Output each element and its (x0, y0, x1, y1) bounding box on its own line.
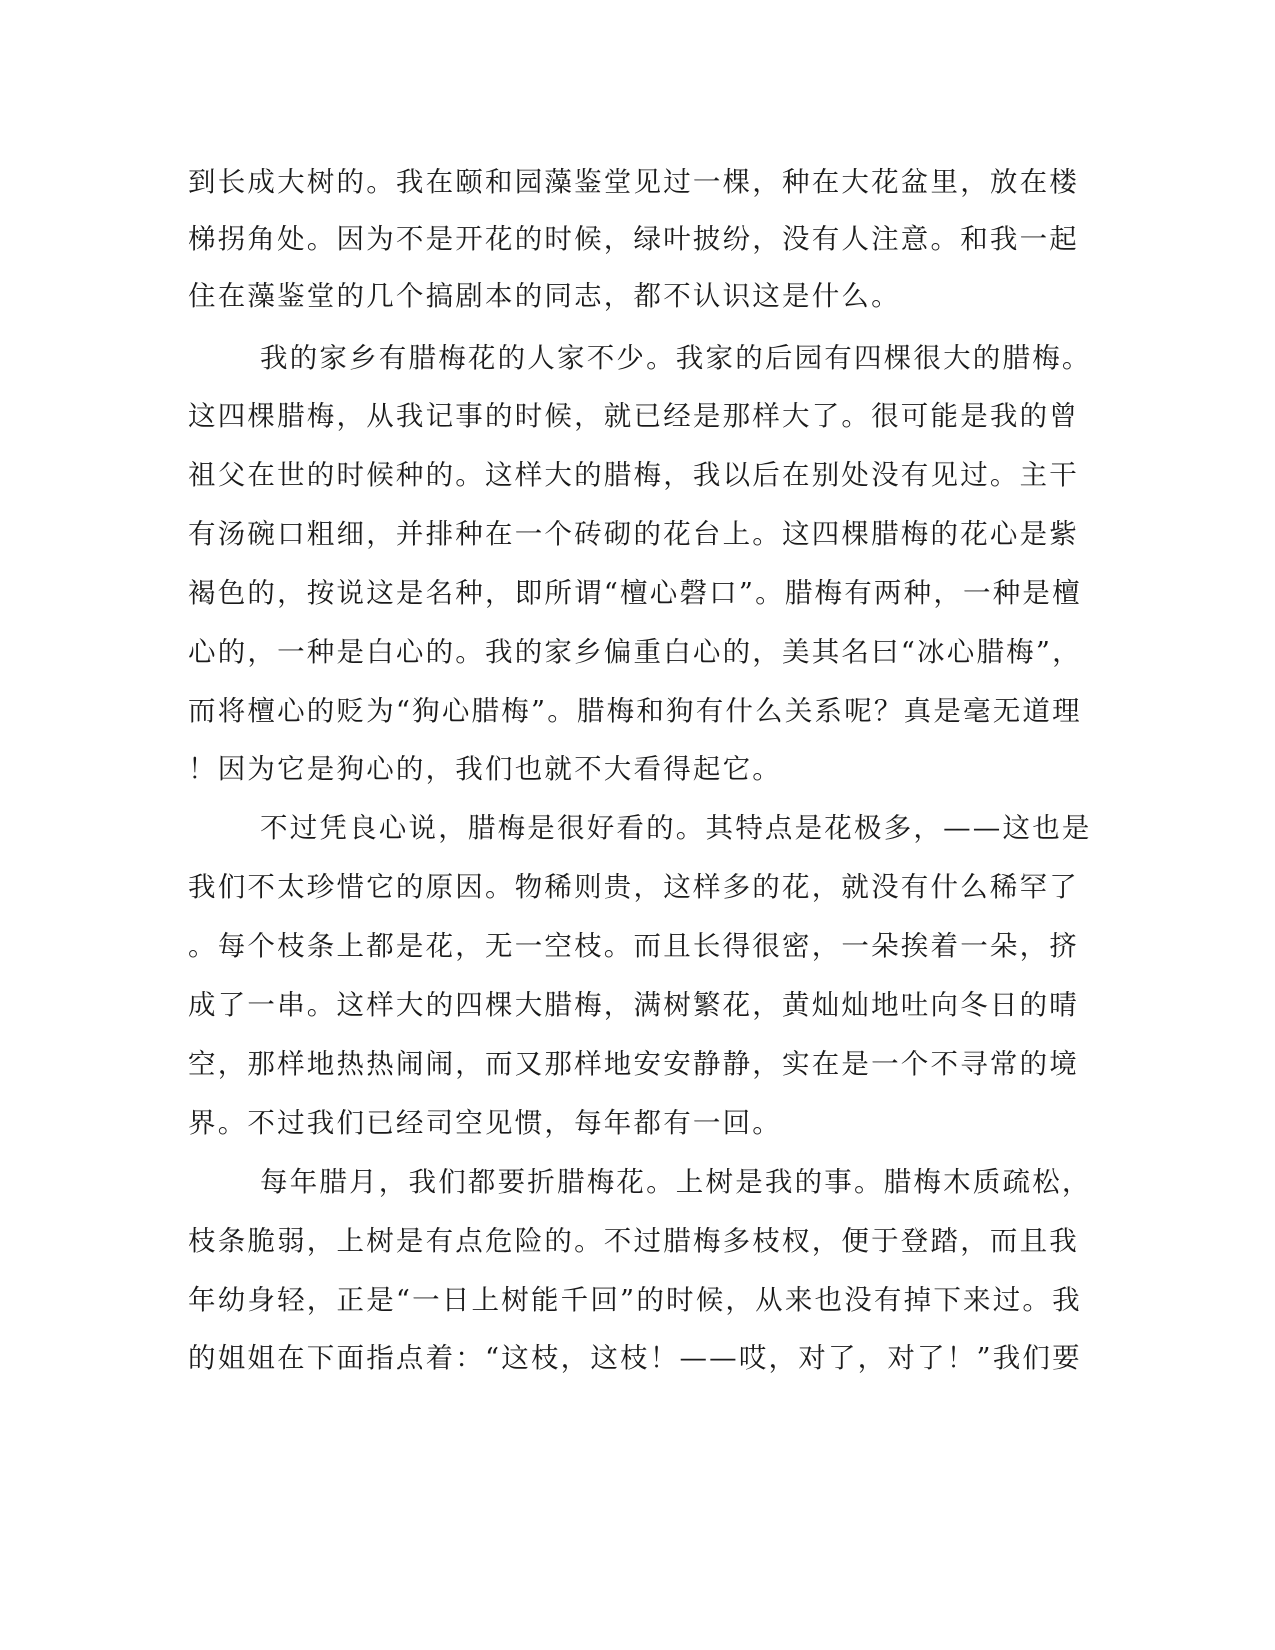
text-line: 年幼身轻，正是“一日上树能千回”的时候，从来也没有掉下来过。我 (188, 1284, 1082, 1316)
text-line: 。每个枝条上都是花，无一空枝。而且长得很密，一朵挨着一朵，挤 (188, 930, 1079, 962)
text-line: 而将檀心的贬为“狗心腊梅”。腊梅和狗有什么关系呢？真是毫无道理 (188, 695, 1082, 727)
paragraph-first-line: 我的家乡有腊梅花的人家不少。我家的后园有四棵很大的腊梅。 (260, 342, 1092, 374)
text-line: 的姐姐在下面指点着：“这枝，这枝！——哎，对了，对了！”我们要 (188, 1342, 1082, 1374)
text-line: ！因为它是狗心的，我们也就不大看得起它。 (188, 753, 782, 785)
text-line: 成了一串。这样大的四棵大腊梅，满树繁花，黄灿灿地吐向冬日的晴 (188, 989, 1079, 1021)
paragraph-first-line: 不过凭良心说，腊梅是很好看的。其特点是花极多，——这也是 (260, 812, 1092, 844)
text-line: 到长成大树的。我在颐和园藻鉴堂见过一棵，种在大花盆里，放在楼 (188, 166, 1079, 198)
text-line: 住在藻鉴堂的几个搞剧本的同志，都不认识这是什么。 (188, 280, 901, 312)
text-line: 祖父在世的时候种的。这样大的腊梅，我以后在别处没有见过。主干 (188, 459, 1079, 491)
text-line: 梯拐角处。因为不是开花的时候，绿叶披纷，没有人注意。和我一起 (188, 223, 1079, 255)
text-line: 这四棵腊梅，从我记事的时候，就已经是那样大了。很可能是我的曾 (188, 400, 1079, 432)
text-line: 我们不太珍惜它的原因。物稀则贵，这样多的花，就没有什么稀罕了 (188, 871, 1079, 903)
paragraph-first-line: 每年腊月，我们都要折腊梅花。上树是我的事。腊梅木质疏松， (260, 1166, 1092, 1198)
text-line: 空，那样地热热闹闹，而又那样地安安静静，实在是一个不寻常的境 (188, 1048, 1079, 1080)
text-line: 枝条脆弱，上树是有点危险的。不过腊梅多枝杈，便于登踏，而且我 (188, 1225, 1079, 1257)
text-line: 有汤碗口粗细，并排种在一个砖砌的花台上。这四棵腊梅的花心是紫 (188, 518, 1079, 550)
text-line: 褐色的，按说这是名种，即所谓“檀心磬口”。腊梅有两种，一种是檀 (188, 577, 1082, 609)
text-line: 界。不过我们已经司空见惯，每年都有一回。 (188, 1107, 782, 1139)
text-line: 心的，一种是白心的。我的家乡偏重白心的，美其名曰“冰心腊梅”， (188, 636, 1082, 668)
